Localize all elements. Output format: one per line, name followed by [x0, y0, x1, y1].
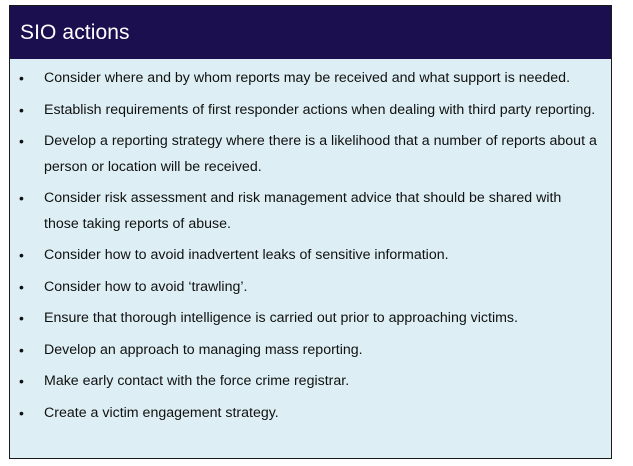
bullet-icon: •	[19, 70, 24, 86]
list-item	[10, 306, 611, 332]
list-item	[10, 338, 611, 364]
sio-actions-panel	[9, 5, 612, 459]
list-item	[10, 186, 611, 237]
list-item	[10, 243, 611, 269]
list-item	[10, 66, 611, 92]
list-item	[10, 129, 611, 180]
list-item	[10, 275, 611, 301]
bullet-icon: •	[19, 133, 24, 149]
bullet-icon: •	[19, 341, 24, 358]
list-item-text: Consider how to avoid ‘trawling’.	[44, 278, 248, 295]
list-item-text: Create a victim engagement strategy.	[44, 404, 279, 421]
actions-list	[10, 59, 611, 426]
bullet-icon: •	[19, 190, 24, 206]
bullet-icon: •	[19, 373, 24, 389]
list-item-text: Ensure that thorough intelligence is carried out prior to approaching victims.	[44, 310, 518, 326]
bullet-icon: •	[19, 278, 24, 295]
list-item-text: Establish requirements of first responder actions when dealing with third party reporting.	[44, 101, 596, 118]
list-item-text: Develop a reporting strategy where there is a likelihood that a number of reports about a person or location will be received.	[44, 133, 597, 175]
list-item-text: Consider risk assessment and risk management advice that should be shared with those taking reports of abuse.	[44, 190, 562, 232]
list-item	[10, 401, 611, 427]
list-item	[10, 98, 611, 124]
list-item-text: Develop an approach to managing mass reporting.	[44, 341, 363, 358]
list-item-text: Make early contact with the force crime registrar.	[44, 373, 350, 389]
list-item-text: Consider how to avoid inadvertent leaks of sensitive information.	[44, 247, 449, 263]
bullet-icon: •	[19, 247, 24, 263]
bullet-icon: •	[19, 310, 24, 326]
bullet-icon: •	[19, 101, 24, 118]
list-item-text: Consider where and by whom reports may be received and what support is needed.	[44, 70, 571, 86]
panel-header	[10, 6, 611, 59]
list-item	[10, 369, 611, 395]
panel-title: SIO actions	[20, 20, 130, 44]
bullet-icon: •	[19, 404, 24, 421]
